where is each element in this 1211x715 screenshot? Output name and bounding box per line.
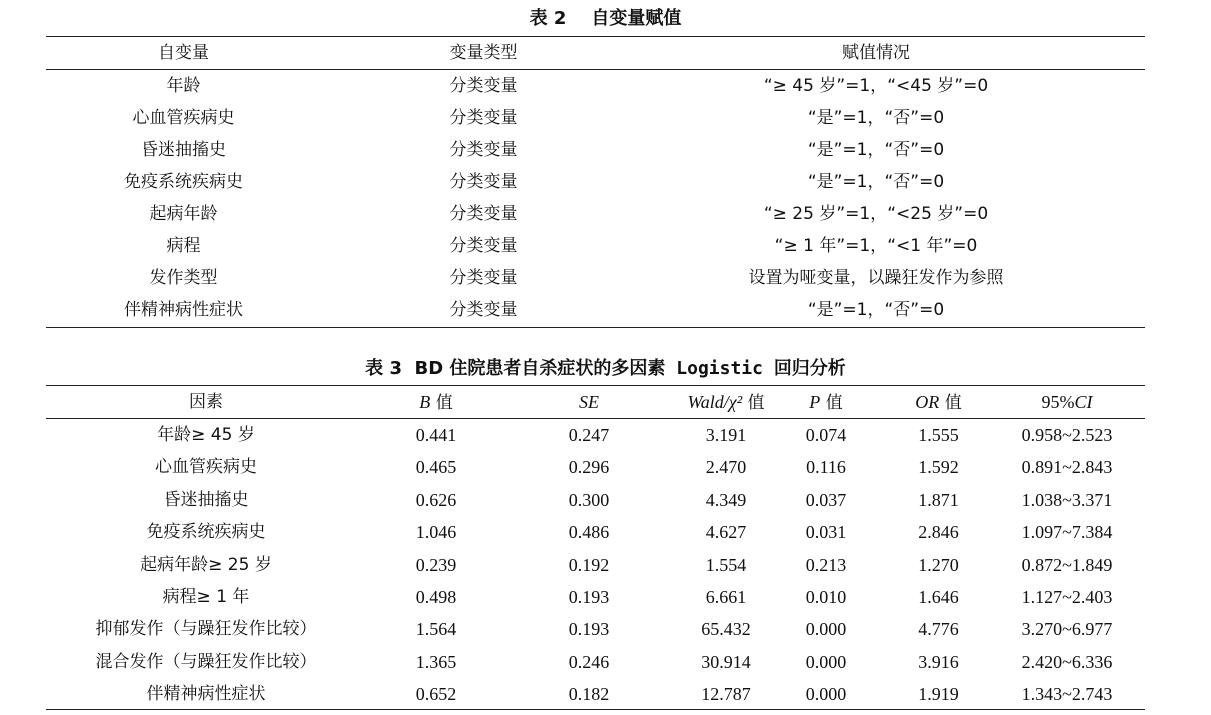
table-row <box>46 230 1145 262</box>
table3-cell-se: 0.182 <box>568 684 610 705</box>
table3-cell-factor: 免疫系统疾病史 <box>146 522 266 543</box>
table-row <box>46 516 1145 548</box>
table3-caption-suffix: 回归分析 <box>773 358 846 379</box>
b-symbol: B <box>419 392 431 412</box>
table3-cell-factor: 起病年龄≥ 25 岁 <box>140 554 272 575</box>
table-row <box>46 134 1145 166</box>
table3-cell-factor: 伴精神病性症状 <box>146 684 266 705</box>
table2-cell-variable: 免疫系统疾病史 <box>124 172 243 192</box>
table3-cell-p: 0.010 <box>805 587 847 607</box>
table-row <box>46 294 1145 326</box>
table2-cell-assignment: “是”=1，“否”=0 <box>807 172 945 192</box>
table2-cell-type: 分类变量 <box>449 268 518 288</box>
table3-cell-b: 0.498 <box>415 587 457 607</box>
ci-number: 95% <box>1041 392 1075 412</box>
table3-header-ci <box>1001 386 1133 418</box>
table-row <box>46 262 1145 294</box>
table2-cell-assignment: “是”=1，“否”=0 <box>807 300 945 320</box>
table2-bottom-rule <box>46 327 1145 328</box>
table3-cell-ci: 2.420~6.336 <box>1021 651 1113 672</box>
table3-cell-or: 1.592 <box>918 457 959 478</box>
wald-unit: 值 <box>742 393 765 413</box>
table3-caption-prefix: 表 3 BD 住院患者自杀症状的多因素 <box>365 358 666 379</box>
table3-cell-b: 1.046 <box>415 522 457 543</box>
table3-cell-se: 0.247 <box>568 425 610 445</box>
table3-cell-factor: 昏迷抽搐史 <box>163 489 249 510</box>
table3-cell-se: 0.300 <box>568 489 610 510</box>
table3-bottom-rule <box>46 709 1145 710</box>
table3-cell-b: 1.365 <box>415 651 457 672</box>
p-symbol: P <box>809 392 821 412</box>
table3-cell-ci: 0.891~2.843 <box>1021 457 1113 478</box>
table3-cell-b: 0.626 <box>415 489 457 510</box>
table3-cell-ci: 0.872~1.849 <box>1021 554 1113 575</box>
table2-cell-variable: 病程 <box>166 236 201 256</box>
table3-cell-se: 0.193 <box>568 587 610 607</box>
table2-cell-variable: 年龄 <box>166 76 201 96</box>
table3-cell-factor: 混合发作（与躁狂发作比较） <box>95 651 317 672</box>
table3-cell-ci: 0.958~2.523 <box>1021 425 1113 445</box>
table3-cell-p: 0.000 <box>805 684 847 705</box>
table-row <box>46 451 1145 483</box>
table3-cell-or: 1.270 <box>918 554 959 575</box>
table-row <box>46 198 1145 230</box>
table3-header-factor: 因素 <box>189 392 223 412</box>
ci-symbol: CI <box>1074 392 1093 412</box>
table2-cell-assignment: “≥ 25 岁”=1，“<25 岁”=0 <box>763 204 989 224</box>
table2-cell-assignment: 设置为哑变量，以躁狂发作为参照 <box>748 268 1004 288</box>
table3-cell-p: 0.037 <box>805 489 847 510</box>
table3-cell-p: 0.000 <box>805 619 847 640</box>
table3-cell-or: 1.871 <box>918 489 959 510</box>
table-row <box>46 166 1145 198</box>
table2-cell-type: 分类变量 <box>449 140 518 160</box>
table3-cell-p: 0.116 <box>806 457 846 478</box>
table3-cell-p: 0.031 <box>805 522 847 543</box>
table2-cell-type: 分类变量 <box>449 108 518 128</box>
table2-cell-variable: 发作类型 <box>149 268 218 288</box>
table2-cell-assignment: “是”=1，“否”=0 <box>807 140 945 160</box>
table3-cell-ci: 1.097~7.384 <box>1021 522 1113 543</box>
table3-cell-factor: 病程≥ 1 年 <box>162 587 250 607</box>
table3-cell-or: 1.646 <box>918 587 959 607</box>
table3-cell-ci: 1.038~3.371 <box>1021 489 1113 510</box>
table3-cell-p: 0.074 <box>805 425 847 445</box>
table3-cell-factor: 心血管疾病史 <box>155 457 257 478</box>
table3-header-p <box>761 386 891 418</box>
table-row <box>46 549 1145 581</box>
table-row <box>46 646 1145 678</box>
table3-cell-p: 0.213 <box>805 554 847 575</box>
table3-cell-wald: 6.661 <box>705 587 747 607</box>
table3-header-se <box>524 386 654 418</box>
table-row <box>46 70 1145 102</box>
wald-symbol: Wald/χ² <box>687 392 743 412</box>
or-unit: 值 <box>939 393 962 413</box>
table3-cell-ci: 3.270~6.977 <box>1021 619 1113 640</box>
table3-cell-wald: 4.349 <box>705 489 747 510</box>
table2-cell-assignment: “≥ 45 岁”=1，“<45 岁”=0 <box>763 76 989 96</box>
table3-cell-b: 0.239 <box>415 554 457 575</box>
table2-cell-variable: 伴精神病性症状 <box>124 300 243 320</box>
table2-cell-type: 分类变量 <box>449 172 518 192</box>
table2-cell-variable: 起病年龄 <box>149 204 218 224</box>
table3-cell-se: 0.192 <box>568 554 610 575</box>
table2-caption: 表 2 自变量赋值 <box>529 8 682 29</box>
table-row <box>46 102 1145 134</box>
table2-cell-type: 分类变量 <box>449 236 518 256</box>
table3-cell-or: 4.776 <box>918 619 959 640</box>
table2-header-type: 变量类型 <box>449 43 518 63</box>
table3-cell-se: 0.193 <box>568 619 610 640</box>
table3-cell-or: 1.919 <box>918 684 959 705</box>
table-row <box>46 613 1145 645</box>
table2-header-assignment: 赋值情况 <box>842 43 910 63</box>
table2-cell-type: 分类变量 <box>449 76 518 96</box>
table3-cell-b: 0.465 <box>415 457 457 478</box>
table3-cell-se: 0.246 <box>568 651 610 672</box>
table3-cell-b: 0.441 <box>415 425 457 445</box>
table2-header-variable: 自变量 <box>158 43 209 63</box>
table3-header-or <box>876 386 1001 418</box>
table3-cell-factor: 年龄≥ 45 岁 <box>157 425 255 445</box>
table3-cell-ci: 1.343~2.743 <box>1021 684 1113 705</box>
table3-cell-se: 0.486 <box>568 522 610 543</box>
se-symbol: SE <box>579 392 599 412</box>
table2-cell-assignment: “≥ 1 年”=1，“<1 年”=0 <box>774 236 978 256</box>
p-unit: 值 <box>820 393 843 413</box>
table2-cell-variable: 昏迷抽搐史 <box>141 140 226 160</box>
table3-cell-wald: 2.470 <box>705 457 747 478</box>
table3-cell-b: 1.564 <box>415 619 457 640</box>
table-row <box>46 484 1145 516</box>
table-row <box>46 419 1145 451</box>
table2-cell-type: 分类变量 <box>449 204 518 224</box>
table-row <box>46 581 1145 613</box>
table3-cell-wald: 1.554 <box>705 554 747 575</box>
table3-caption-method: Logistic <box>665 358 774 379</box>
table2-cell-assignment: “是”=1，“否”=0 <box>807 108 945 128</box>
table3-cell-wald: 65.432 <box>701 619 751 640</box>
table3-header-row <box>46 386 1145 418</box>
table3-cell-wald: 3.191 <box>705 425 747 445</box>
table3-cell-factor: 抑郁发作（与躁狂发作比较） <box>95 619 317 640</box>
table2-cell-type: 分类变量 <box>449 300 518 320</box>
table3-cell-or: 2.846 <box>918 522 959 543</box>
b-unit: 值 <box>430 393 453 413</box>
table3-cell-wald: 12.787 <box>701 684 751 705</box>
table3-caption <box>0 358 1211 380</box>
table3-cell-or: 3.916 <box>918 651 959 672</box>
table-row <box>46 678 1145 710</box>
table3-cell-wald: 30.914 <box>701 651 751 672</box>
table3-cell-se: 0.296 <box>568 457 610 478</box>
table3-header-b <box>371 386 501 418</box>
table2-cell-variable: 心血管疾病史 <box>132 108 235 128</box>
table3-cell-wald: 4.627 <box>705 522 747 543</box>
table2-header-row <box>46 37 1145 69</box>
table3-cell-b: 0.652 <box>415 684 457 705</box>
table3-cell-or: 1.555 <box>918 425 959 445</box>
table3-cell-p: 0.000 <box>805 651 847 672</box>
or-symbol: OR <box>915 392 940 412</box>
table3-cell-ci: 1.127~2.403 <box>1021 587 1113 607</box>
